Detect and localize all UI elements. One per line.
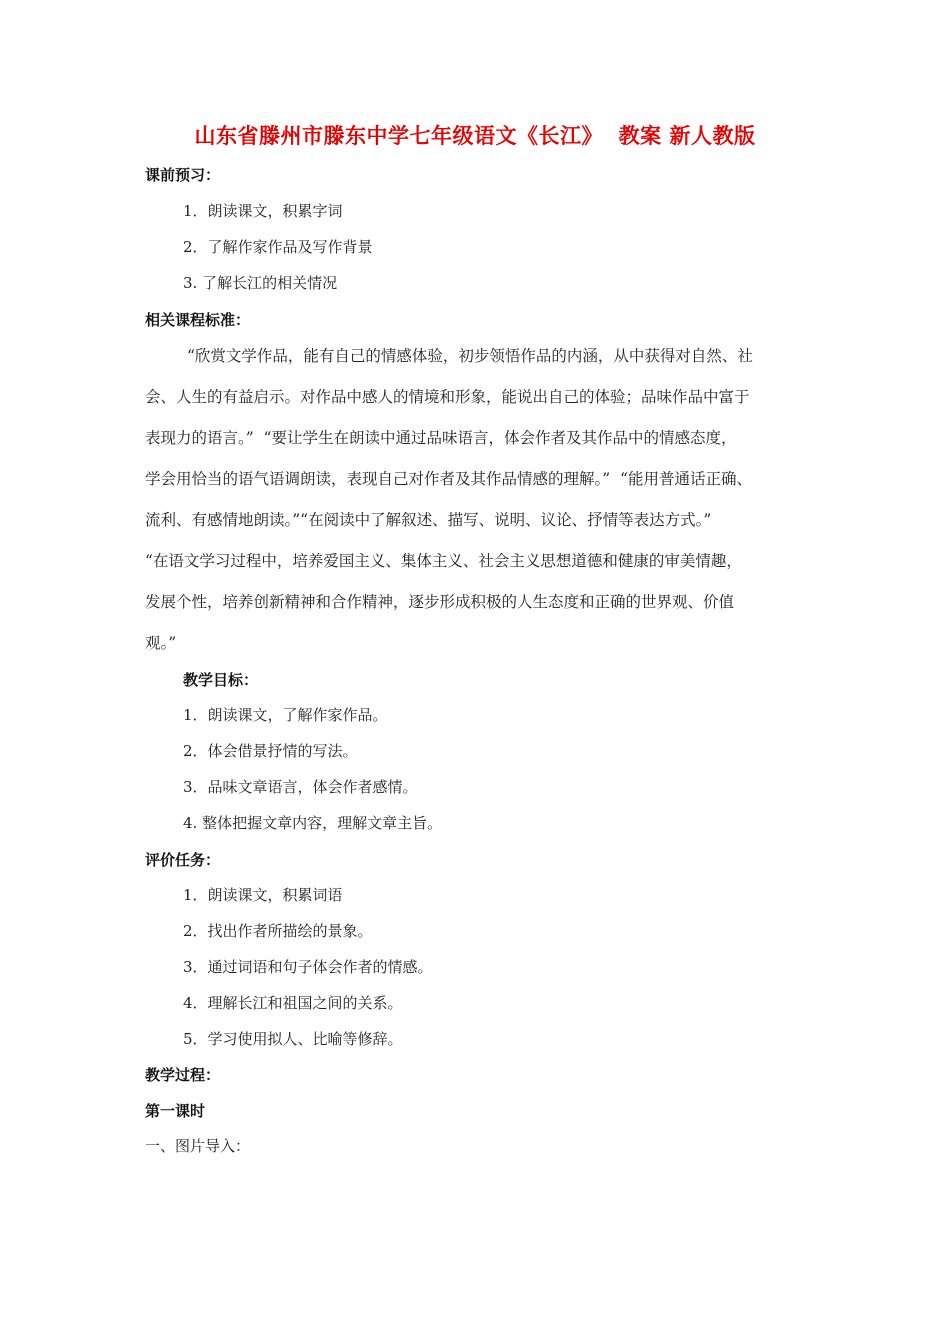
standards-line: 观。” [145, 634, 177, 652]
goals-heading: 教学目标： [183, 671, 259, 689]
preview-item: 3. 了解长江的相关情况 [183, 274, 338, 292]
standards-heading: 相关课程标准： [145, 311, 251, 329]
goal-item: 3．品味文章语言，体会作者感情。 [183, 778, 418, 796]
lesson-heading: 第一课时 [145, 1102, 206, 1120]
task-item: 2．找出作者所描绘的景象。 [183, 922, 373, 940]
preview-heading: 课前预习： [145, 166, 221, 184]
goal-item: 2．体会借景抒情的写法。 [183, 742, 358, 760]
preview-item: 2．了解作家作品及写作背景 [183, 238, 373, 256]
goal-item: 4. 整体把握文章内容，理解文章主旨。 [183, 814, 443, 832]
standards-line: “在语文学习过程中，培养爱国主义、集体主义、社会主义思想道德和健康的审美情趣， [145, 552, 742, 570]
step-heading: 一、图片导入： [145, 1137, 251, 1155]
tasks-heading: 评价任务： [145, 851, 221, 869]
standards-line: 学会用恰当的语气语调朗读，表现自己对作者及其作品情感的理解。” “能用普通话正确、 [145, 470, 752, 488]
standards-line: 流利、有感情地朗读。”“在阅读中了解叙述、描写、说明、议论、抒情等表达方式。” [145, 511, 712, 529]
task-item: 5．学习使用拟人、比喻等修辞。 [183, 1030, 403, 1048]
standards-line: 发展个性，培养创新精神和合作精神，逐步形成积极的人生态度和正确的世界观、价值 [145, 593, 735, 611]
task-item: 3．通过词语和句子体会作者的情感。 [183, 958, 433, 976]
standards-line: 表现力的语言。” “要让学生在朗读中通过品味语言，体会作者及其作品中的情感态度， [145, 429, 737, 447]
preview-item: 1．朗读课文，积累字词 [183, 202, 343, 220]
standards-line: “欣赏文学作品，能有自己的情感体验，初步领悟作品的内涵，从中获得对自然、社 [187, 347, 753, 365]
goal-item: 1．朗读课文，了解作家作品。 [183, 706, 388, 724]
task-item: 4．理解长江和祖国之间的关系。 [183, 994, 403, 1012]
document-title: 山东省滕州市滕东中学七年级语文《长江》 教案 新人教版 [194, 124, 756, 148]
standards-line: 会、人生的有益启示。对作品中感人的情境和形象，能说出自己的体验；品味作品中富于 [145, 388, 750, 406]
task-item: 1．朗读课文，积累词语 [183, 886, 343, 904]
process-heading: 教学过程： [145, 1066, 221, 1084]
